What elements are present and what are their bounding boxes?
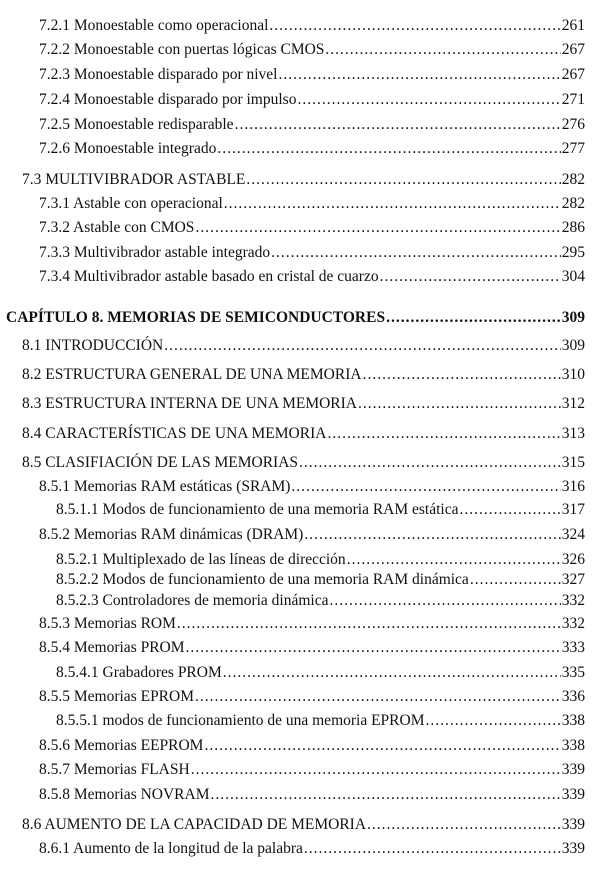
- toc-entry-title: 8.5.7 Memorias FLASH: [39, 761, 190, 778]
- toc-entry-title: 8.6 AUMENTO DE LA CAPACIDAD DE MEMORIA: [22, 816, 367, 833]
- dot-leader: [269, 17, 560, 35]
- toc-page-number: 324: [561, 526, 585, 543]
- toc-chapter-title: CAPÍTULO 8. MEMORIAS DE SEMICONDUCTORES: [6, 309, 386, 326]
- toc-entry-7-2-4: [39, 91, 585, 109]
- dot-leader: [195, 688, 561, 706]
- toc-entry-8-5-2-3: [56, 592, 585, 610]
- toc-entry-title: 8.5.6 Memorias EEPROM: [39, 737, 204, 754]
- toc-entry-title: 8.5.4 Memorias PROM: [39, 639, 185, 656]
- dot-leader: [297, 91, 560, 109]
- toc-entry-7-3-1: [39, 195, 585, 213]
- toc-page-number: 336: [561, 688, 585, 705]
- toc-entry-title: 8.5.5.1 modos de funcionamiento de una memoria EPROM: [56, 712, 425, 729]
- toc-entry-8-5-2-1: [56, 551, 585, 569]
- toc-page-number: 310: [561, 366, 585, 383]
- toc-page-number: 339: [561, 761, 585, 778]
- toc-entry-7-3-2: [39, 219, 585, 237]
- dot-leader: [291, 478, 560, 496]
- dot-leader: [246, 171, 560, 189]
- toc-entry-chapter-8: [6, 309, 585, 327]
- dot-leader: [195, 219, 560, 237]
- toc-entry-8-4: [22, 425, 585, 443]
- toc-page-number: 315: [561, 454, 585, 471]
- toc-entry-8-5-1-1: [56, 501, 585, 519]
- toc-entry-8-6: [22, 816, 585, 834]
- toc-entry-title: 8.5.3 Memorias ROM: [39, 615, 176, 632]
- dot-leader: [358, 395, 561, 413]
- toc-entry-title: 8.3 ESTRUCTURA INTERNA DE UNA MEMORIA: [22, 395, 357, 412]
- toc-entry-7-3: [22, 171, 585, 189]
- toc-page-number: 309: [561, 337, 585, 354]
- toc-page-number: 295: [561, 244, 585, 261]
- toc-entry-8-5-5: [39, 688, 585, 706]
- toc-entry-title: 7.2.2 Monoestable con puertas lógicas CMOS: [39, 41, 325, 58]
- toc-page-number: 267: [561, 41, 585, 58]
- toc-entry-title: 8.4 CARACTERÍSTICAS DE UNA MEMORIA: [22, 425, 327, 442]
- toc-entry-title: 7.3.4 Multivibrador astable basado en cristal de cuarzo: [39, 268, 379, 285]
- toc-page-number: 333: [561, 639, 585, 656]
- toc-page-number: 271: [561, 91, 585, 108]
- toc-entry-8-5-7: [39, 761, 585, 779]
- toc-entry-8-5-2: [39, 526, 585, 544]
- toc-entry-title: 7.3 MULTIVIBRADOR ASTABLE: [22, 171, 246, 188]
- toc-entry-8-5: [22, 454, 585, 472]
- toc-page-number: 267: [561, 66, 585, 83]
- toc-entry-7-3-3: [39, 244, 585, 262]
- toc-page-number: 332: [561, 592, 585, 609]
- toc-entry-8-5-5-1: [56, 712, 585, 730]
- dot-leader: [380, 268, 561, 286]
- toc-entry-title: 7.2.3 Monoestable disparado por nivel: [39, 66, 278, 83]
- dot-leader: [211, 786, 561, 804]
- toc-page-number: 304: [561, 268, 585, 285]
- dot-leader: [325, 41, 560, 59]
- toc-entry-7-2-3: [39, 66, 585, 84]
- toc-page-number: 261: [561, 17, 585, 34]
- toc-entry-title: 8.2 ESTRUCTURA GENERAL DE UNA MEMORIA: [22, 366, 362, 383]
- dot-leader: [271, 244, 561, 262]
- toc-entry-title: 8.5 CLASIFIACIÓN DE LAS MEMORIAS: [22, 454, 299, 471]
- toc-entry-title: 7.2.6 Monoestable integrado: [39, 140, 217, 157]
- dot-leader: [459, 501, 560, 519]
- toc-entry-title: 8.5.5 Memorias EPROM: [39, 688, 194, 705]
- toc-entry-8-2: [22, 366, 585, 384]
- dot-leader: [426, 712, 561, 730]
- toc-entry-8-3: [22, 395, 585, 413]
- toc-entry-8-5-2-2: [56, 571, 585, 589]
- dot-leader: [186, 639, 561, 657]
- dot-leader: [164, 337, 561, 355]
- dot-leader: [191, 761, 561, 779]
- dot-leader: [217, 140, 560, 158]
- dot-leader: [177, 615, 561, 633]
- toc-entry-title: 8.5.2.3 Controladores de memoria dinámica: [56, 592, 329, 609]
- toc-page-number: 316: [561, 478, 585, 495]
- toc-entry-title: 8.5.2.2 Modos de funcionamiento de una memoria RAM dinámica: [56, 571, 469, 588]
- toc-entry-title: 7.3.3 Multivibrador astable integrado: [39, 244, 271, 261]
- toc-page-number: 339: [561, 816, 585, 833]
- dot-leader: [327, 425, 560, 443]
- toc-entry-title: 7.3.1 Astable con operacional: [39, 195, 223, 212]
- dot-leader: [386, 309, 561, 327]
- toc-entry-title: 7.3.2 Astable con CMOS: [39, 219, 195, 236]
- toc-page-number: 338: [561, 712, 585, 729]
- dot-leader: [363, 366, 561, 384]
- toc-entry-7-2-5: [39, 116, 585, 134]
- toc-page-number: 332: [561, 615, 585, 632]
- toc-entry-title: 7.2.5 Monoestable redisparable: [39, 116, 234, 133]
- toc-page-number: 276: [561, 116, 585, 133]
- toc-page-number: 338: [561, 737, 585, 754]
- toc-entry-title: 8.5.1 Memorias RAM estáticas (SRAM): [39, 478, 291, 495]
- toc-page-number: 312: [561, 395, 585, 412]
- toc-entry-8-5-3: [39, 615, 585, 633]
- toc-page-number: 282: [561, 195, 585, 212]
- toc-entry-7-2-2: [39, 41, 585, 59]
- toc-page-number: 277: [561, 140, 585, 157]
- toc-page-number: 339: [561, 786, 585, 803]
- toc-entry-title: 8.5.1.1 Modos de funcionamiento de una memoria RAM estática: [56, 501, 459, 518]
- dot-leader: [224, 195, 561, 213]
- toc-entry-8-6-1: [39, 840, 585, 858]
- toc-entry-title: 7.2.4 Monoestable disparado por impulso: [39, 91, 297, 108]
- toc-page-number: 339: [561, 840, 585, 857]
- toc-page-number: 282: [561, 171, 585, 188]
- dot-leader: [367, 816, 561, 834]
- toc-entry-title: 7.2.1 Monoestable como operacional: [39, 17, 269, 34]
- dot-leader: [299, 454, 561, 472]
- dot-leader: [235, 116, 561, 134]
- dot-leader: [329, 592, 560, 610]
- toc-page-number: 309: [561, 309, 585, 326]
- toc-page-number: 326: [561, 551, 585, 568]
- toc-entry-8-5-4-1: [56, 664, 585, 682]
- toc-entry-title: 8.6.1 Aumento de la longitud de la palabra: [39, 840, 303, 857]
- toc-page-number: 335: [561, 664, 585, 681]
- toc-entry-7-3-4: [39, 268, 585, 286]
- toc-page-number: 286: [561, 219, 585, 236]
- dot-leader: [470, 571, 561, 589]
- toc-entry-title: 8.5.8 Memorias NOVRAM: [39, 786, 210, 803]
- toc-entry-title: 8.1 INTRODUCCIÓN: [22, 337, 164, 354]
- toc-page-number: 327: [561, 571, 585, 588]
- dot-leader: [204, 737, 560, 755]
- toc-page-number: 317: [561, 501, 585, 518]
- toc-entry-7-2-1: [39, 17, 585, 35]
- toc-entry-7-2-6: [39, 140, 585, 158]
- toc-entry-title: 8.5.4.1 Grabadores PROM: [56, 664, 222, 681]
- dot-leader: [304, 840, 561, 858]
- toc-entry-8-5-4: [39, 639, 585, 657]
- toc-entry-8-1: [22, 337, 585, 355]
- dot-leader: [278, 66, 560, 84]
- dot-leader: [347, 551, 561, 569]
- toc-entry-8-5-8: [39, 786, 585, 804]
- toc-entry-title: 8.5.2 Memorias RAM dinámicas (DRAM): [39, 526, 304, 543]
- dot-leader: [223, 664, 561, 682]
- toc-page-number: 313: [561, 425, 585, 442]
- toc-entry-8-5-6: [39, 737, 585, 755]
- toc-entry-title: 8.5.2.1 Multiplexado de las líneas de dirección: [56, 551, 346, 568]
- dot-leader: [304, 526, 560, 544]
- toc-entry-8-5-1: [39, 478, 585, 496]
